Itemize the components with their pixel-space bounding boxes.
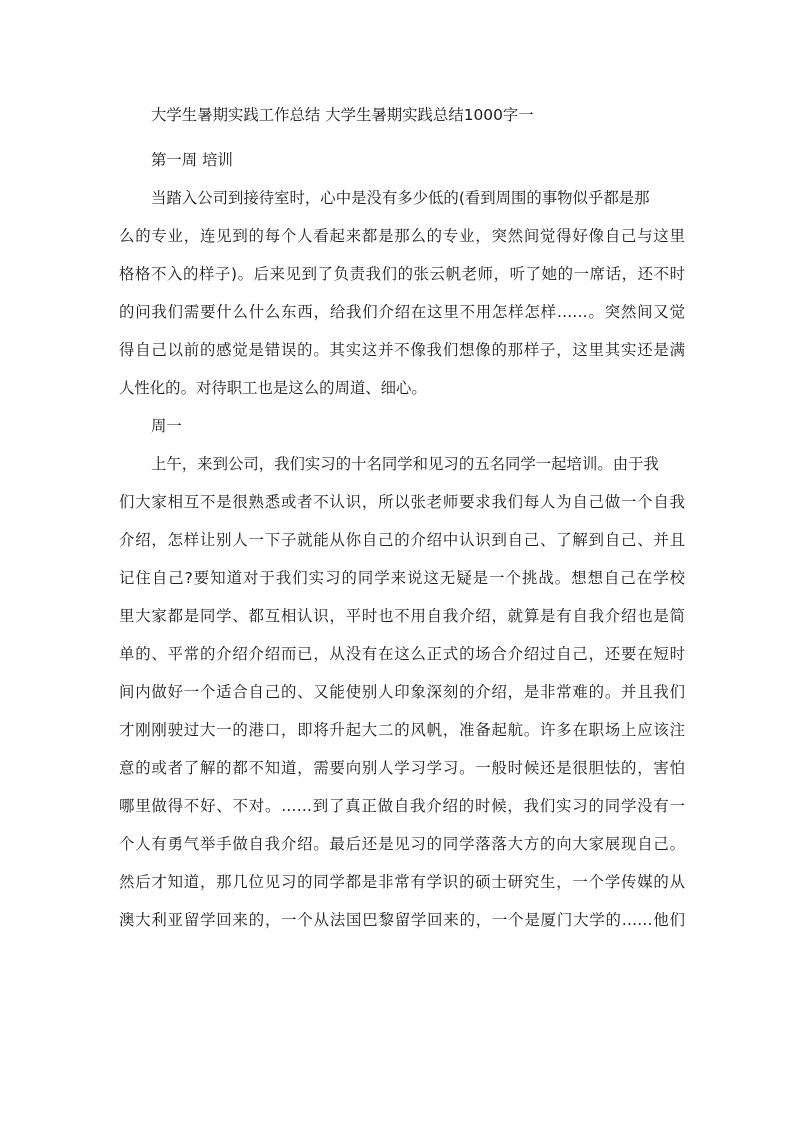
paragraph-line: 个人有勇气举手做自我介绍。最后还是见习的同学落落大方的向大家展现自己。 <box>119 835 685 853</box>
paragraph-line: 人性化的。对待职工也是这么的周道、细心。 <box>119 379 427 397</box>
paragraph-1 <box>119 185 685 413</box>
paragraph-line: 里大家都是同学、都互相认识，平时也不用自我介绍，就算是有自我介绍也是简 <box>119 607 685 625</box>
paragraph-line: 得自己以前的感觉是错误的。其实这并不像我们想像的那样子，这里其实还是满 <box>119 341 685 359</box>
paragraph-line: 介绍，怎样让别人一下子就能从你自己的介绍中认识到自己、了解到自己、并且 <box>119 531 685 549</box>
paragraph-line: 才刚刚驶过大一的港口，即将升起大二的风帆，准备起航。许多在职场上应该注 <box>119 721 685 739</box>
paragraph-line: 澳大利亚留学回来的，一个从法国巴黎留学回来的，一个是厦门大学的……他们 <box>119 911 685 929</box>
document-title: 大学生暑期实践工作总结 大学生暑期实践总结1000字一 <box>151 106 534 124</box>
paragraph-line: 格格不入的样子)。后来见到了负责我们的张云帆老师，听了她的一席话，还不时 <box>119 265 685 283</box>
paragraph-line: 的问我们需要什么什么东西，给我们介绍在这里不用怎样怎样……。突然间又觉 <box>119 303 685 321</box>
paragraph-line: 们大家相互不是很熟悉或者不认识，所以张老师要求我们每人为自己做一个自我 <box>119 493 685 511</box>
paragraph-line: 当踏入公司到接待室时，心中是没有多少低的(看到周围的事物似乎都是那 <box>151 189 650 207</box>
paragraph-line: 记住自己?要知道对于我们实习的同学来说这无疑是一个挑战。想想自己在学校 <box>119 569 685 587</box>
paragraph-line: 哪里做得不好、不对。……到了真正做自我介绍的时候，我们实习的同学没有一 <box>119 797 685 815</box>
paragraph-2 <box>119 451 685 945</box>
subheading: 周一 <box>151 417 182 435</box>
paragraph-line: 上午，来到公司，我们实习的十名同学和见习的五名同学一起培训。由于我 <box>151 455 659 473</box>
paragraph-line: 单的、平常的介绍介绍而已，从没有在这么正式的场合介绍过自己，还要在短时 <box>119 645 685 663</box>
paragraph-line: 间内做好一个适合自己的、又能使别人印象深刻的介绍，是非常难的。并且我们 <box>119 683 685 701</box>
section-heading: 第一周 培训 <box>151 151 233 169</box>
paragraph-line: 意的或者了解的都不知道，需要向别人学习学习。一般时候还是很胆怯的，害怕 <box>119 759 685 777</box>
document-body <box>119 102 685 945</box>
paragraph-line: 然后才知道，那几位见习的同学都是非常有学识的硕士研究生，一个学传媒的从 <box>119 873 685 891</box>
paragraph-line: 么的专业，连见到的每个人看起来都是那么的专业，突然间觉得好像自己与这里 <box>119 227 685 245</box>
